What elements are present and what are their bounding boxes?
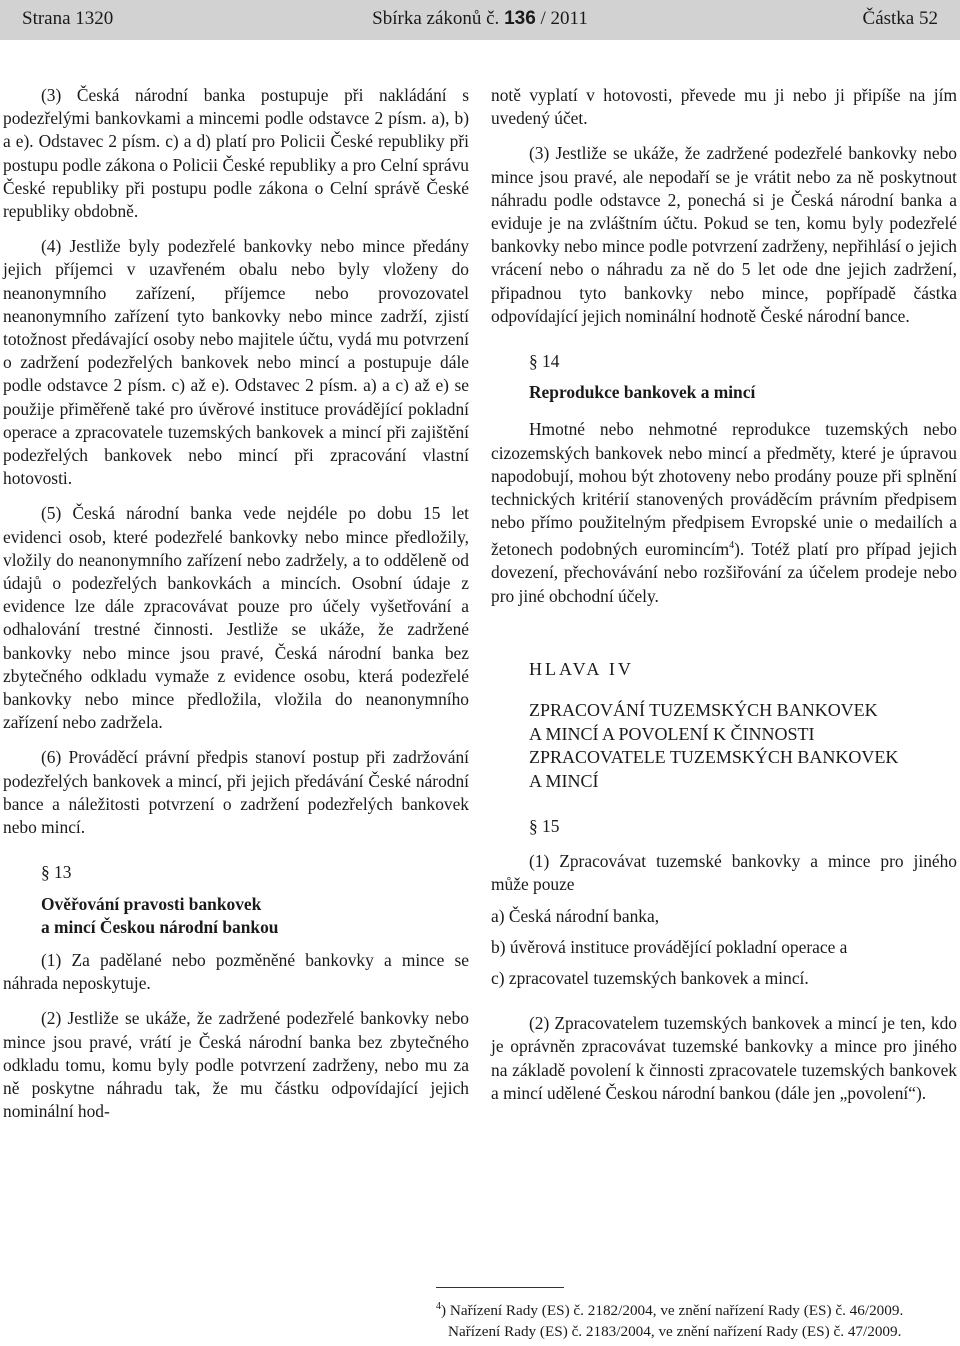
page-number: Strana 1320: [22, 8, 114, 29]
collection-title: [0, 6, 960, 32]
section-13-title-line-1: Ověřování pravosti bankovek: [41, 893, 262, 914]
page-header: [0, 0, 960, 40]
footnote: [436, 1296, 903, 1342]
paragraph-3: (3) Česká národní banka postupuje při nakládání s podezřelými bankovkami a mincemi podle odstavce 2 písm. a), b) a e). Odstavec 2 písm. c) a d) platí pro Policii České republiky při postupu podle zákona o Policii České republiky a pro Celní správu České republiky při postupu podle zákona o Celní správě České republiky obdobně.: [3, 85, 469, 222]
collection-label: Sbírka zákonů č.: [372, 8, 500, 29]
footnote-divider: [436, 1287, 564, 1288]
section-14-text-before: Hmotné nebo nehmotné reprodukce tuzemských nebo cizozemských bankovek nebo mincí a předměty, které je úpravou napodobují, mohou být zhotoveny nebo prodány pouze při splnění technických kritérií stanovených prováděcím právním předpisem nebo přímo použitelným předpisem Evropské unie o medailích a žetonech podobných euromincím: [491, 419, 957, 560]
section-15-paragraph-1: (1) Zpracovávat tuzemské bankovky a mince pro jiného může pouze: [491, 851, 957, 895]
section-14-number: § 14: [529, 351, 560, 372]
section-13-number: § 13: [41, 862, 72, 883]
paragraph-continuation: notě vyplatí v hotovosti, převede mu ji nebo ji připíše na jím uvedený účet.: [491, 85, 957, 129]
footnote-reference: 4: [729, 540, 735, 552]
list-item: b) úvěrová instituce provádějící pokladní operace a: [491, 936, 848, 957]
list-item: a) Česká národní banka,: [491, 905, 660, 926]
footnote-text-2: Nařízení Rady (ES) č. 2183/2004, ve znění nařízení Rady (ES) č. 47/2009.: [448, 1323, 902, 1341]
section-13-paragraph-2: (2) Jestliže se ukáže, že zadržené podezřelé bankovky nebo mince jsou pravé, vrátí je Česká národní banka bez zbytečného odkladu tomu, komu byly podle potvrzení zadrženy, nebo mu za ně poskytne náhradu tak, že mu částku odpovídající jejich nominální hod-: [3, 1008, 469, 1122]
section-15-number: § 15: [529, 816, 560, 837]
section-13-paragraph-1: (1) Za padělané nebo pozměněné bankovky a mince se náhrada neposkytuje.: [3, 949, 469, 994]
section-14-title: Reprodukce bankovek a mincí: [529, 382, 756, 403]
section-14-text-after: ). Totéž platí pro případ jejich dovezení, přechovávání nebo rozšiřování za účelem prodeje nebo pro jiné obchodní účely.: [491, 539, 957, 606]
footnote-text-1: ) Nařízení Rady (ES) č. 2182/2004, ve znění nařízení Rady (ES) č. 46/2009.: [441, 1302, 904, 1320]
section-13-title-line-2: a mincí Českou národní bankou: [41, 916, 279, 937]
right-column: [491, 84, 957, 1105]
section-14-paragraph: [491, 418, 957, 607]
footnote-mark: 4: [436, 1301, 441, 1312]
list-item: c) zpracovatel tuzemských bankovek a mincí.: [491, 968, 809, 989]
collection-year: / 2011: [540, 8, 588, 29]
chapter-title-line-4: A MINCÍ: [529, 770, 599, 791]
paragraph-5: (5) Česká národní banka vede nejdéle po dobu 15 let evidenci osob, které podezřelé bankovky nebo mince předložily, vložily do neanonymního zařízení nebo zadržely, a to odděleně od údajů o podezřelých bankovkách a mincích. Osobní údaje z evidence lze dále zpracovávat pouze pro účely vyšetřování a odhalování trestné činnosti. Jestliže se ukáže, že zadržené bankovky nebo mince jsou pravé, Česká národní banka bez zbytečného odkladu vymaže z evidence osobu, která podezřelé bankovky nebo mince předložila, vložila do neanonymního zařízení nebo zadržela.: [3, 503, 469, 733]
chapter-title-line-3: ZPRACOVATELE TUZEMSKÝCH BANKOVEK: [529, 747, 899, 768]
footnote-line-1: [436, 1296, 903, 1321]
left-column: [3, 84, 469, 1123]
paragraph-6: (6) Prováděcí právní předpis stanoví postup při zadržování podezřelých bankovek a mincí, při jejich předávání České národní bance a náležitosti potvrzení o zadržení podezřelých bankovek nebo mincí.: [3, 747, 469, 838]
paragraph-4: (4) Jestliže byly podezřelé bankovky nebo mince předány jejich příjemci v uzavřeném obalu nebo byly vloženy do neanonymního zařízení, příjemce nebo provozovatel neanonymního zařízení tyto bankovky nebo mince zadrží, zjistí totožnost předávající osoby nebo majitele účtu, vydá mu potvrzení o zadržení podezřelých bankovek nebo mincí a postupuje dále podle odstavce 2 písm. c) až e). Odstavec 2 písm. a) a c) až e) se použije přiměřeně také pro úvěrové instituce provádějící pokladní operace a zpracovatele tuzemských bankovek a mincí při zajištění podezřelých bankovek nebo mincí při zpracování vlastní hotovosti.: [3, 236, 469, 489]
chapter-heading: HLAVA IV: [529, 658, 634, 679]
part-number: Částka 52: [862, 8, 938, 29]
section-15-paragraph-2: (2) Zpracovatelem tuzemských bankovek a mincí je ten, kdo je oprávněn zpracovávat tuzemské bankovky a mince pro jiného na základě povolení k činnosti zpracovatele tuzemských bankovek a mincí udělené Českou národní bankou (dále jen „povolení“).: [491, 1013, 957, 1103]
chapter-title-line-1: ZPRACOVÁNÍ TUZEMSKÝCH BANKOVEK: [529, 700, 878, 721]
section-13-paragraph-3: (3) Jestliže se ukáže, že zadržené podezřelé bankovky nebo mince jsou pravé, ale nepodaří se je vrátit nebo za ně poskytnout náhradu podle odstavce 2, ponechá si je Česká národní banka a eviduje je na zvláštním účtu. Pokud se ten, komu byly podezřelé bankovky nebo mince podle potvrzení zadrženy, nepřihlásí o jejich vrácení nebo o náhradu za ně do 5 let ode dne jejich zadržení, připadnou tyto bankovky nebo mince, popřípadě částka odpovídající jejich nominální hodnotě České národní bance.: [491, 143, 957, 326]
chapter-title-line-2: A MINCÍ A POVOLENÍ K ČINNOSTI: [529, 723, 815, 744]
collection-number: 136: [504, 8, 536, 29]
